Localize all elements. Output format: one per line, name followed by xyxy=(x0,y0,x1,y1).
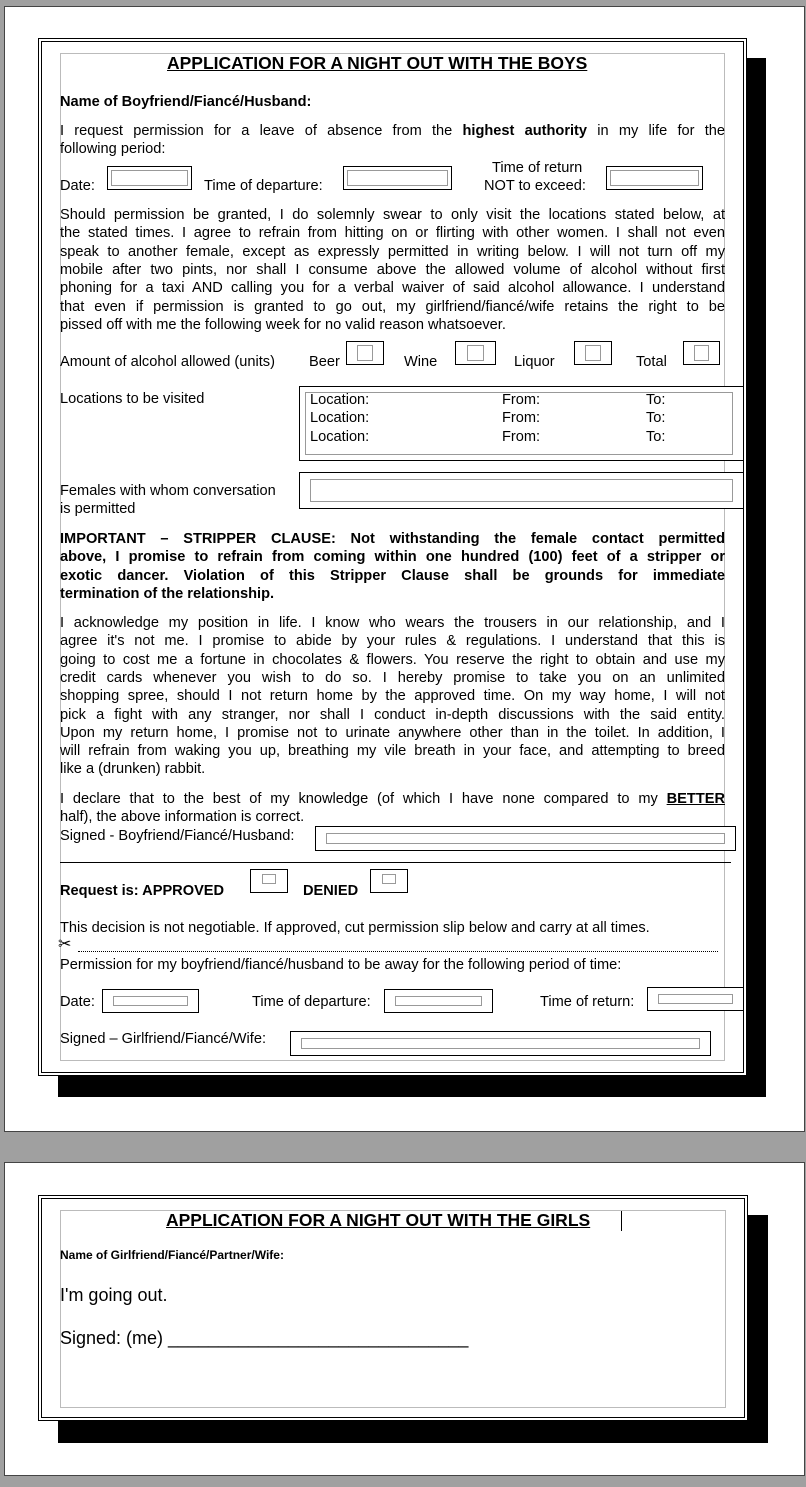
slip-signed-label: Signed – Girlfriend/Fiancé/Wife: xyxy=(60,1031,267,1047)
going-out-text: I'm going out. xyxy=(60,1285,168,1305)
oath-line: mobile after two pints, nor shall I consume above the allowed volume of alcohol without first xyxy=(60,261,725,278)
acknowledge-line: like a (drunken) rabbit. xyxy=(60,761,206,778)
oath-line: that even if permission is granted to go out, my girlfriend/fiancé/wife retains the right to be xyxy=(60,298,725,315)
permission-text: Permission for my boyfriend/fiancé/husband to be away for the following period of time: xyxy=(60,957,622,973)
girlfriend-name-label: Name of Girlfriend/Fiancé/Partner/Wife: xyxy=(60,1248,284,1262)
stripper-line: exotic dancer. Violation of this Stripper Clause shall be grounds for immediate xyxy=(60,567,725,584)
request-line: following period: xyxy=(60,141,166,158)
boyfriend-name-label: Name of Boyfriend/Fiancé/Husband: xyxy=(60,94,312,110)
return-label-line1: Time of return xyxy=(492,160,583,176)
location-row-to-label: To: xyxy=(646,392,666,408)
beer-input[interactable] xyxy=(346,341,384,365)
acknowledge-line: pick a fight with any stranger, nor shall I conduct in-depth discussions with the said entity. xyxy=(60,706,725,723)
departure-label: Time of departure: xyxy=(204,178,323,194)
wine-label: Wine xyxy=(404,354,438,370)
stripper-line: termination of the relationship. xyxy=(60,585,275,602)
slip-departure-label: Time of departure: xyxy=(252,994,371,1010)
locations-label: Locations to be visited xyxy=(60,391,205,407)
girls-form-title: APPLICATION FOR A NIGHT OUT WITH THE GIRLS xyxy=(166,1210,591,1230)
beer-label: Beer xyxy=(309,354,340,370)
oath-line: speak to another female, except as expressly permitted in writing below. I will not turn off my xyxy=(60,243,725,260)
wine-input[interactable] xyxy=(455,341,496,365)
scissors-icon: ✂ xyxy=(58,936,72,953)
text-cursor xyxy=(621,1211,622,1231)
females-input[interactable] xyxy=(299,472,744,509)
girls-form-inner-border xyxy=(60,1210,726,1408)
boys-form-title: APPLICATION FOR A NIGHT OUT WITH THE BOYS xyxy=(167,53,588,73)
location-row-location-label: Location: xyxy=(310,428,370,445)
location-row-to-label: To: xyxy=(646,410,666,427)
acknowledge-line: shopping spree, should I not return home by the approved time. On my way home, I will not xyxy=(60,688,725,705)
slip-departure-input[interactable] xyxy=(384,989,493,1013)
liquor-input[interactable] xyxy=(574,341,612,365)
declare-line-2: half), the above information is correct. xyxy=(60,809,305,825)
stripper-line: above, I promise to refrain from coming within one hundred (100) feet of a stripper or xyxy=(60,549,725,566)
oath-line: phoning for a taxi AND calling you for a verbal waiver of said alcohol allowance. I understand xyxy=(60,280,725,297)
denied-checkbox[interactable] xyxy=(370,869,408,893)
location-row-from-label: From: xyxy=(502,410,541,427)
date-label: Date: xyxy=(60,178,95,194)
slip-return-label: Time of return: xyxy=(540,994,635,1010)
boyfriend-signature-input[interactable] xyxy=(315,826,736,851)
approved-checkbox[interactable] xyxy=(250,869,288,893)
acknowledge-line: Upon my return home, I promise not to urinate anywhere other than in the toilet. In addition, I xyxy=(60,724,725,741)
oath-line: pissed off with me the following week for no valid reason whatsoever. xyxy=(60,316,506,333)
alcohol-label: Amount of alcohol allowed (units) xyxy=(60,354,275,370)
slip-signature-input[interactable] xyxy=(290,1031,711,1056)
declare-line-1: I declare that to the best of my knowledge (of which I have none compared to my BETTER xyxy=(60,791,725,807)
slip-date-label: Date: xyxy=(60,994,95,1010)
request-line: I request permission for a leave of absence from the highest authority in my life for the xyxy=(60,123,725,139)
stripper-line: IMPORTANT – STRIPPER CLAUSE: Not withstanding the female contact permitted xyxy=(60,531,725,547)
return-input[interactable] xyxy=(606,166,703,190)
acknowledge-line: will refrain from waking you up, breathing my vile breath in your face, and attempting to breed xyxy=(60,743,725,760)
females-label-line2: is permitted xyxy=(60,501,136,517)
slip-return-input[interactable] xyxy=(647,987,744,1011)
acknowledge-line: agree it's not me. I promise to abide by your rules & regulations. I understand that this is xyxy=(60,633,725,650)
boyfriend-signed-label: Signed - Boyfriend/Fiancé/Husband: xyxy=(60,828,295,844)
location-row-location-label: Location: xyxy=(310,410,370,427)
decision-text: This decision is not negotiable. If approved, cut permission slip below and carry at all times. xyxy=(60,920,650,936)
slip-date-input[interactable] xyxy=(102,989,199,1013)
date-input[interactable] xyxy=(107,166,192,190)
return-label-line2: NOT to exceed: xyxy=(484,178,586,194)
total-input[interactable] xyxy=(683,341,720,365)
location-row-from-label: From: xyxy=(502,428,541,445)
acknowledge-line: I acknowledge my position in life. I know who wears the trousers in our relationship, and I xyxy=(60,615,725,631)
total-label: Total xyxy=(636,354,667,370)
females-label-line1: Females with whom conversation xyxy=(60,483,276,499)
cut-line xyxy=(78,951,718,952)
location-row-location-label: Location: xyxy=(310,392,370,408)
denied-label: DENIED xyxy=(303,883,359,899)
oath-line: Should permission be granted, I do solemnly swear to only visit the locations stated below, at xyxy=(60,207,725,223)
request-label: Request is: APPROVED xyxy=(60,883,225,899)
acknowledge-line: credit cards whenever you wish to do so. I hereby promise to take you on an unlimited xyxy=(60,669,725,686)
liquor-label: Liquor xyxy=(514,354,555,370)
location-row-to-label: To: xyxy=(646,428,666,445)
oath-line: the stated times. I agree to refrain from hitting on or flirting with other women. I shall not even xyxy=(60,225,725,242)
acknowledge-line: going to cost me a fortune in chocolates & flowers. You reserve the right to obtain and use my xyxy=(60,651,725,668)
departure-input[interactable] xyxy=(343,166,452,190)
location-row-from-label: From: xyxy=(502,392,541,408)
girls-signed-line: Signed: (me) ______________________________ xyxy=(60,1328,469,1348)
divider-line xyxy=(60,862,731,863)
